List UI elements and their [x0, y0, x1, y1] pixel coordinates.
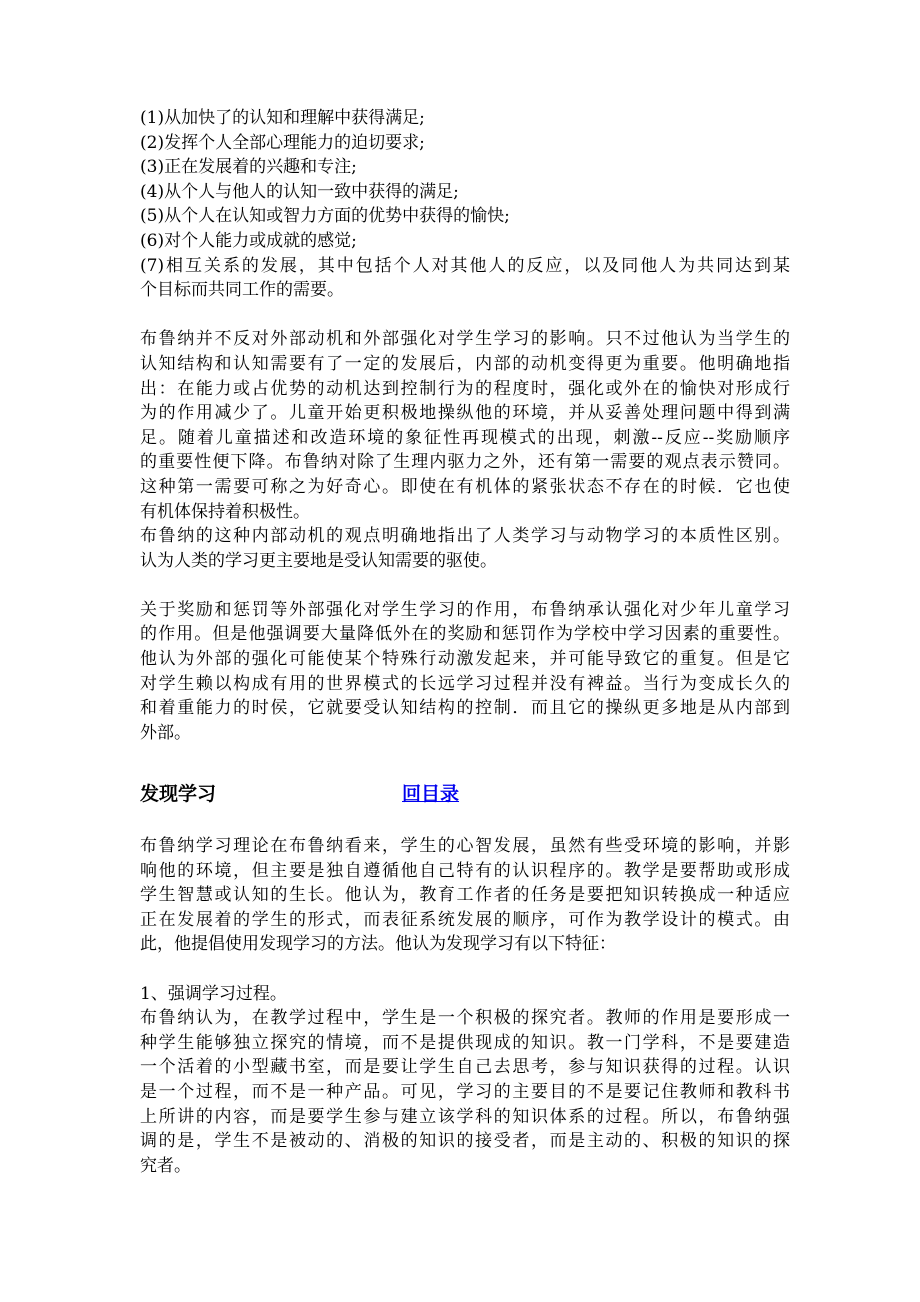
- text-line: 究者。: [140, 1155, 191, 1176]
- list-item: (3)正在发展着的兴趣和专注;: [140, 157, 357, 178]
- text-line: 认知结构和认知需要有了一定的发展后，内部的动机变得更为重要。他明确地指: [140, 353, 790, 374]
- list-item: (2)发挥个人全部心理能力的迫切要求;: [140, 132, 425, 153]
- text-line: 响他的环境，但主要是独自遵循他自己特有的认识程序的。教学是要帮助或形成: [140, 860, 790, 881]
- text-line: 关于奖励和惩罚等外部强化对学生学习的作用，布鲁纳承认强化对少年儿童学习: [140, 599, 790, 620]
- text-line: 是一个过程，而不是一种产品。可见，学习的主要目的不是要记住教师和教科书: [140, 1081, 790, 1102]
- text-line: 为的作用减少了。儿童开始更积极地操纵他的环境，并从妥善处理问题中得到满: [140, 403, 790, 424]
- paragraph-spacer: [140, 745, 790, 770]
- paragraph-spacer: [140, 957, 790, 982]
- text-line: 种学生能够独立探究的情境，而不是提供现成的知识。教一门学科，不是要建造: [140, 1032, 790, 1053]
- text-line: 布鲁纳学习理论在布鲁纳看来，学生的心智发展，虽然有些受环境的影响，并影: [140, 836, 790, 857]
- document-page: [140, 106, 790, 1178]
- paragraph-external-reinforcement: [140, 598, 790, 746]
- text-line: 出：在能力或占优势的动机达到控制行为的程度时，强化或外在的愉快对形成行: [140, 378, 790, 399]
- text-line: 正在发展着的学生的形式，而表征系统发展的顺序，可作为教学设计的模式。由: [140, 909, 790, 930]
- back-to-toc-link[interactable]: 回目录: [402, 783, 460, 806]
- section-heading: 发现学习: [140, 783, 217, 806]
- list-item: 个目标而共同工作的需要。: [140, 280, 344, 301]
- text-line: 有机体保持着积极性。: [140, 501, 310, 522]
- text-line: 这种第一需要可称之为好奇心。即使在有机体的紧张状态不存在的时候．它也使: [140, 476, 790, 497]
- text-line: 调的是，学生不是被动的、消极的知识的接受者，而是主动的、积极的知识的探: [140, 1131, 790, 1152]
- text-line: 布鲁纳并不反对外部动机和外部强化对学生学习的影响。只不过他认为当学生的: [140, 329, 790, 350]
- section-header: [140, 782, 790, 812]
- text-line: 的重要性便下降。布鲁纳对除了生理内驱力之外，还有第一需要的观点表示赞同。: [140, 452, 790, 473]
- text-line: 布鲁纳的这种内部动机的观点明确地指出了人类学习与动物学习的本质性区别。: [140, 526, 790, 547]
- text-line: 的作用。但是他强调要大量降低外在的奖励和惩罚作为学校中学习因素的重要性。: [140, 624, 790, 645]
- text-line: 他认为外部的强化可能使某个特殊行动激发起来，并可能导致它的重复。但是它: [140, 649, 790, 670]
- text-line: 布鲁纳认为，在教学过程中，学生是一个积极的探究者。教师的作用是要形成一: [140, 1008, 790, 1029]
- text-line: 一个活着的小型藏书室，而是要让学生自己去思考，参与知识获得的过程。认识: [140, 1057, 790, 1078]
- paragraph-learning-process: [140, 1006, 790, 1178]
- list-item: (6)对个人能力或成就的感觉;: [140, 230, 357, 251]
- text-line: 此，他提倡使用发现学习的方法。他认为发现学习有以下特征：: [140, 934, 616, 955]
- text-line: 足。随着儿童描述和改造环境的象征性再现模式的出现，刺激--反应--奖励顺序: [140, 427, 790, 448]
- text-line: 上所讲的内容，而是要学生参与建立该学科的知识体系的过程。所以，布鲁纳强: [140, 1106, 790, 1127]
- list-item: (5)从个人在认知或智力方面的优势中获得的愉快;: [140, 206, 510, 227]
- list-item: (1)从加快了的认知和理解中获得满足;: [140, 108, 425, 128]
- text-line: 对学生赖以构成有用的世界模式的长远学习过程并没有裨益。当行为变成长久的: [140, 673, 790, 694]
- paragraph-spacer: [140, 573, 790, 598]
- paragraph-discovery-learning-intro: [140, 834, 790, 957]
- text-line: 认为人类的学习更主要地是受认知需要的驱使。: [140, 550, 497, 571]
- motive-list: [140, 106, 790, 303]
- list-item: (7)相互关系的发展，其中包括个人对其他人的反应，以及同他人为共同达到某: [140, 255, 790, 276]
- list-item: (4)从个人与他人的认知一致中获得的满足;: [140, 181, 459, 202]
- text-line: 学生智慧或认知的生长。他认为，教育工作者的任务是要把知识转换成一种适应: [140, 885, 790, 906]
- paragraph-spacer: [140, 303, 790, 328]
- feature-title: 1、强调学习过程。: [140, 983, 287, 1004]
- text-line: 和着重能力的时侯，它就要受认知结构的控制．而且它的操纵更多地是从内部到: [140, 698, 790, 719]
- paragraph-internal-motivation: [140, 327, 790, 573]
- text-line: 外部。: [140, 722, 191, 743]
